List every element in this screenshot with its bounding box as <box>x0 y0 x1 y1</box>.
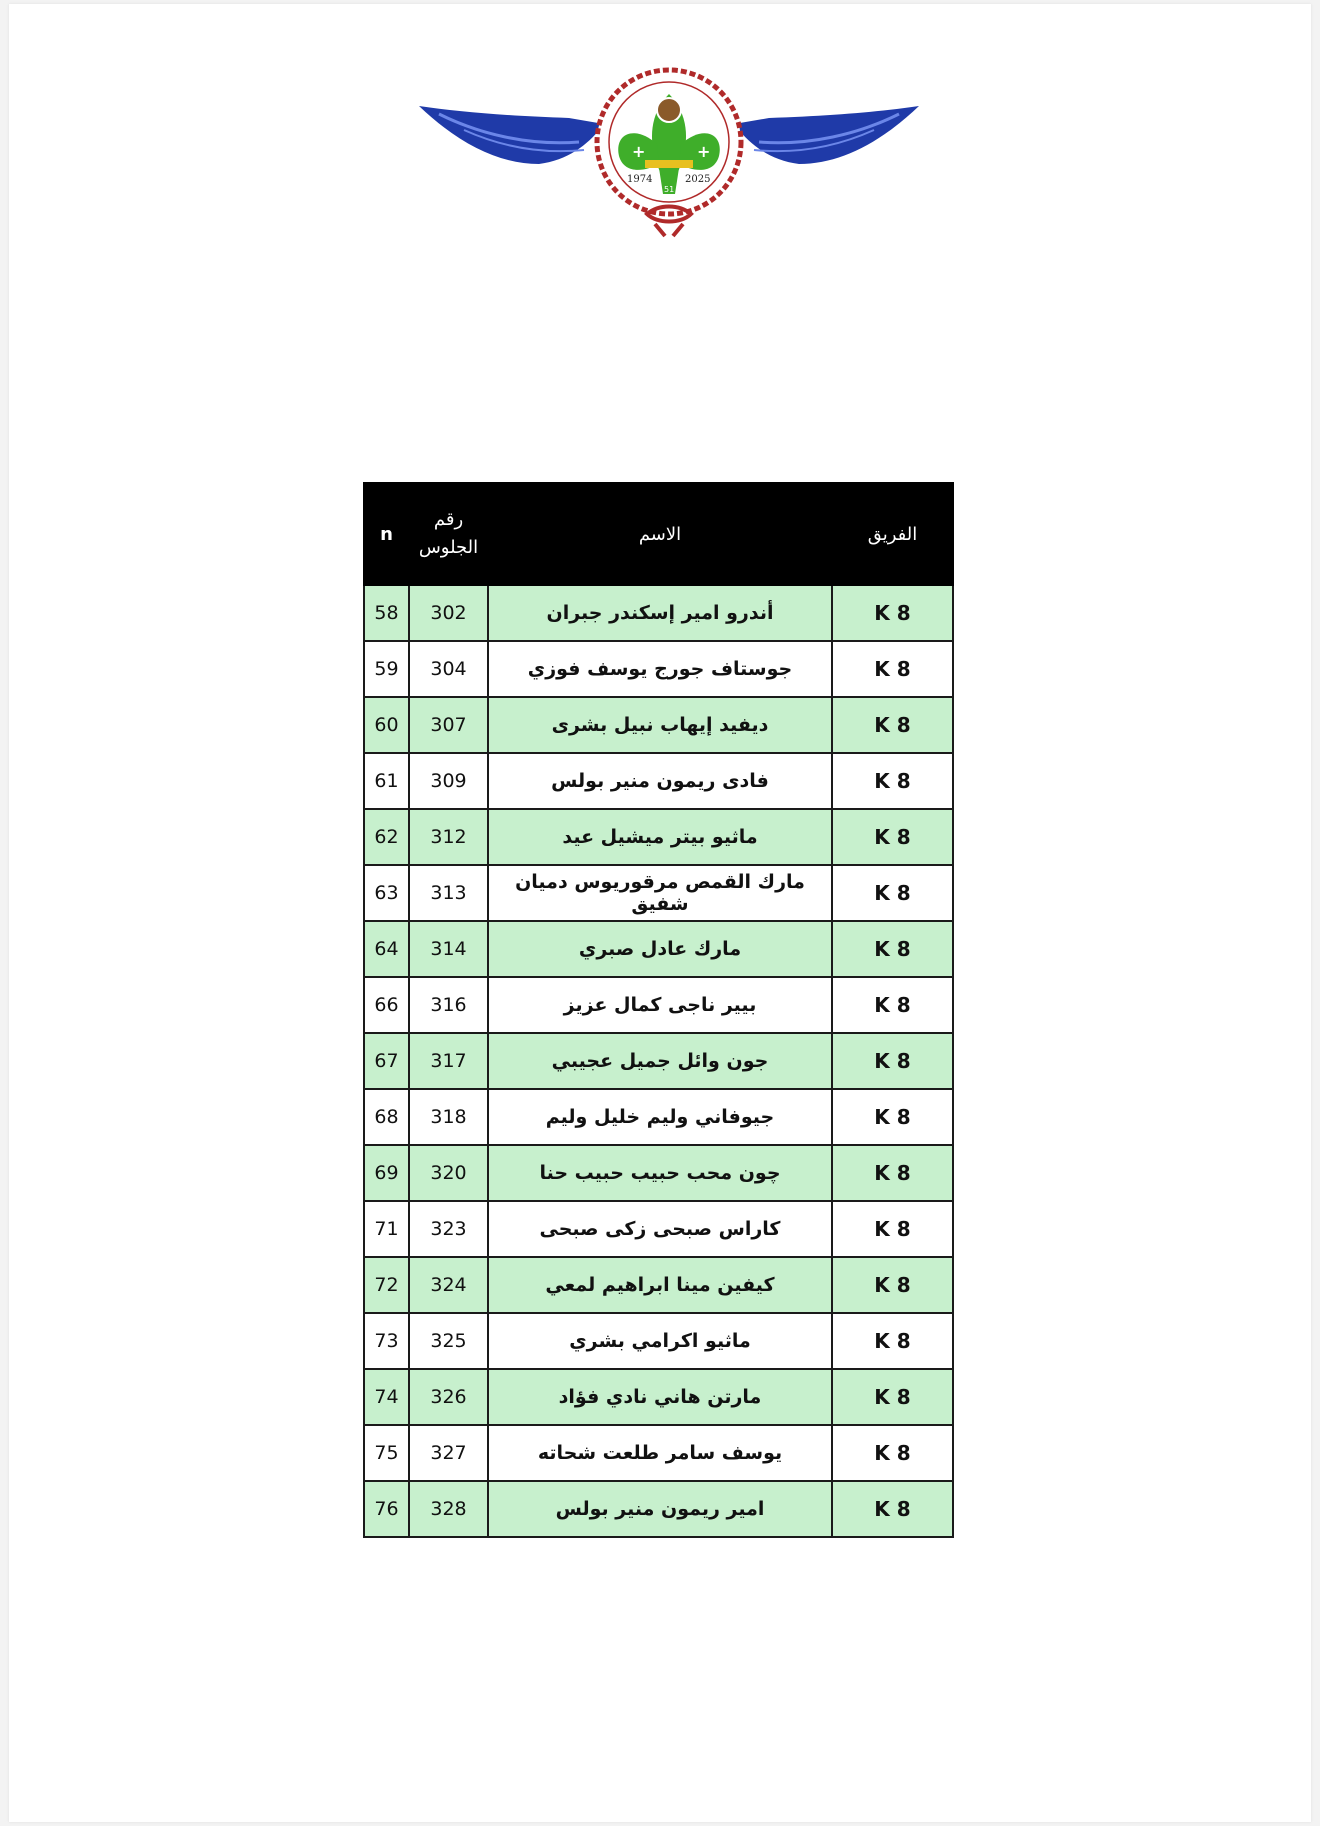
table-row <box>364 1369 953 1425</box>
cell-seat: 313 <box>409 865 488 921</box>
table-row <box>364 1425 953 1481</box>
cell-seat: 323 <box>409 1201 488 1257</box>
cell-n: 64 <box>364 921 409 977</box>
cell-name: ديفيد إيهاب نبيل بشرى <box>488 697 832 753</box>
cell-n: 71 <box>364 1201 409 1257</box>
cell-name: كيفين مينا ابراهيم لمعي <box>488 1257 832 1313</box>
cell-team: K 8 <box>832 1481 953 1537</box>
cell-n: 60 <box>364 697 409 753</box>
cell-n: 74 <box>364 1369 409 1425</box>
cell-seat: 328 <box>409 1481 488 1537</box>
table-row <box>364 753 953 809</box>
cell-seat: 316 <box>409 977 488 1033</box>
cell-team: K 8 <box>832 641 953 697</box>
table-row <box>364 921 953 977</box>
table-row <box>364 1033 953 1089</box>
cell-seat: 324 <box>409 1257 488 1313</box>
cell-name: جيوفاني وليم خليل وليم <box>488 1089 832 1145</box>
table-row <box>364 641 953 697</box>
cell-name: جون وائل جميل عجيبي <box>488 1033 832 1089</box>
cell-name: ماثيو اكرامي بشري <box>488 1313 832 1369</box>
participants-table <box>363 482 954 1538</box>
winged-fleur-de-lis-icon <box>419 64 919 254</box>
header-seat-number <box>409 483 488 585</box>
cell-name: مارك عادل صبري <box>488 921 832 977</box>
cell-n: 75 <box>364 1425 409 1481</box>
cell-team: K 8 <box>832 1089 953 1145</box>
cell-name: أندرو امير إسكندر جبران <box>488 585 832 641</box>
cell-seat: 302 <box>409 585 488 641</box>
scout-logo <box>419 64 919 254</box>
cell-seat: 309 <box>409 753 488 809</box>
cell-team: K 8 <box>832 753 953 809</box>
cell-n: 58 <box>364 585 409 641</box>
cell-name: بيير ناجى كمال عزيز <box>488 977 832 1033</box>
table-row <box>364 865 953 921</box>
table-row <box>364 1089 953 1145</box>
header-team: الفريق <box>832 483 953 585</box>
cell-seat: 304 <box>409 641 488 697</box>
cell-team: K 8 <box>832 865 953 921</box>
cell-team: K 8 <box>832 1425 953 1481</box>
cell-n: 72 <box>364 1257 409 1313</box>
table-row <box>364 1313 953 1369</box>
cell-name: كاراس صبحى زكى صبحى <box>488 1201 832 1257</box>
table-row <box>364 809 953 865</box>
cell-team: K 8 <box>832 809 953 865</box>
table-row <box>364 585 953 641</box>
cell-team: K 8 <box>832 921 953 977</box>
table-header-row <box>364 483 953 585</box>
cell-name: مارك القمص مرقوريوس دميان شفيق <box>488 865 832 921</box>
cell-seat: 325 <box>409 1313 488 1369</box>
cell-team: K 8 <box>832 1313 953 1369</box>
table-row <box>364 977 953 1033</box>
cell-name: جوستاف جورج يوسف فوزي <box>488 641 832 697</box>
cell-name: مارتن هاني نادي فؤاد <box>488 1369 832 1425</box>
cell-n: 73 <box>364 1313 409 1369</box>
header-seat-line2: الجلوس <box>418 537 479 558</box>
cell-seat: 320 <box>409 1145 488 1201</box>
table-row <box>364 1257 953 1313</box>
cell-seat: 314 <box>409 921 488 977</box>
cell-team: K 8 <box>832 585 953 641</box>
cell-n: 66 <box>364 977 409 1033</box>
cell-n: 76 <box>364 1481 409 1537</box>
cell-team: K 8 <box>832 977 953 1033</box>
cell-team: K 8 <box>832 1033 953 1089</box>
cell-n: 62 <box>364 809 409 865</box>
cell-seat: 312 <box>409 809 488 865</box>
table-row <box>364 1145 953 1201</box>
cell-n: 69 <box>364 1145 409 1201</box>
table-row <box>364 1481 953 1537</box>
cell-n: 63 <box>364 865 409 921</box>
cell-seat: 307 <box>409 697 488 753</box>
cell-name: امير ريمون منير بولس <box>488 1481 832 1537</box>
cell-team: K 8 <box>832 1201 953 1257</box>
cell-name: يوسف سامر طلعت شحاته <box>488 1425 832 1481</box>
table-body <box>364 585 953 1537</box>
svg-text:+: + <box>632 142 646 161</box>
cell-team: K 8 <box>832 1145 953 1201</box>
cell-name: چون محب حبيب حبيب حنا <box>488 1145 832 1201</box>
cell-name: فادى ريمون منير بولس <box>488 753 832 809</box>
cell-n: 59 <box>364 641 409 697</box>
cell-team: K 8 <box>832 1257 953 1313</box>
cell-seat: 326 <box>409 1369 488 1425</box>
cell-n: 67 <box>364 1033 409 1089</box>
document-page <box>9 4 1311 1822</box>
header-n: n <box>364 483 409 585</box>
cell-seat: 317 <box>409 1033 488 1089</box>
svg-text:1974: 1974 <box>627 174 653 185</box>
cell-team: K 8 <box>832 697 953 753</box>
header-seat-line1: رقم <box>433 509 464 530</box>
svg-text:+: + <box>697 142 711 161</box>
cell-team: K 8 <box>832 1369 953 1425</box>
svg-text:51: 51 <box>664 185 675 194</box>
cell-n: 68 <box>364 1089 409 1145</box>
table-row <box>364 697 953 753</box>
table-row <box>364 1201 953 1257</box>
cell-n: 61 <box>364 753 409 809</box>
cell-seat: 327 <box>409 1425 488 1481</box>
header-name: الاسم <box>488 483 832 585</box>
cell-seat: 318 <box>409 1089 488 1145</box>
svg-text:2025: 2025 <box>685 174 711 185</box>
cell-name: ماثيو بيتر ميشيل عيد <box>488 809 832 865</box>
